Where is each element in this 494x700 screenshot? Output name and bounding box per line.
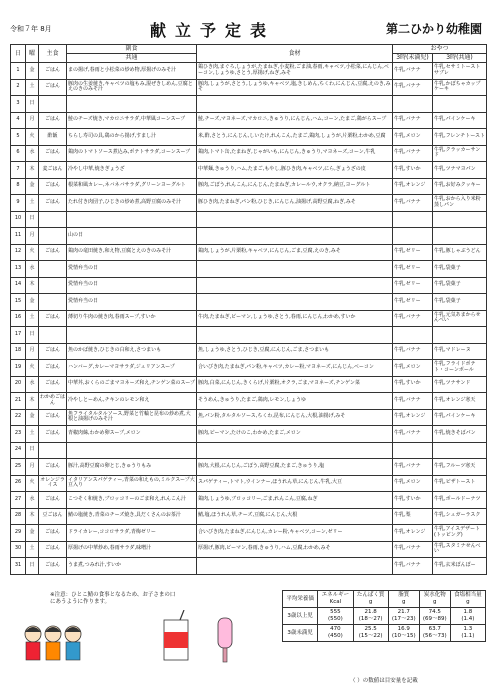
- snack-common-cell: 牛乳,お好みクッキー: [433, 178, 487, 195]
- table-row: [11, 409, 487, 426]
- nut-value: 16.9 (10〜15): [388, 625, 419, 642]
- col-snack-under3: 3時(未満児): [393, 54, 433, 63]
- side-dish-cell: 青椒肉絲,わかめ卵スープ,メロン: [67, 426, 197, 443]
- day-cell: 8: [11, 178, 26, 195]
- snack-under3-cell: 牛乳,バナナ: [393, 459, 433, 476]
- staple-cell: ごはん: [39, 426, 67, 443]
- snack-common-cell: 牛乳,元気あまからせんべい: [433, 310, 487, 327]
- snack-under3-cell: 牛乳,ゼリー: [393, 277, 433, 294]
- snack-common-cell: 牛乳,ツナサンド: [433, 376, 487, 393]
- col-weekday: 曜: [26, 45, 39, 63]
- ingredients-cell: 魚,しょうゆ,さとう,ひじき,豆腐,にんじん,ごま,さつまいも: [197, 343, 393, 360]
- day-cell: 4: [11, 112, 26, 129]
- table-row: [11, 541, 487, 558]
- ingredients-cell: 合いびき肉,たまねぎ,にんじん,カレー粉,キャベツ,コーン,ゼリー: [197, 525, 393, 542]
- staple-cell: ごはん: [39, 492, 67, 509]
- snack-common-cell: 牛乳,スタミナせんべい: [433, 541, 487, 558]
- snack-under3-cell: 牛乳,メロン: [393, 475, 433, 492]
- snack-under3-cell: 牛乳,オレンジ: [393, 178, 433, 195]
- table-row: [11, 393, 487, 410]
- day-cell: 9: [11, 195, 26, 212]
- ingredients-cell: スパゲティー,トマト,ウインナー,ほうれん草,にんじん,牛乳,大豆: [197, 475, 393, 492]
- weekday-cell: 金: [26, 409, 39, 426]
- ingredients-cell: 鯖,塩,ほうれん草,チーズ,豆腐,にんじん,大根: [197, 508, 393, 525]
- side-dish-cell: 根菜和風カレー,ネバネバサラダ,グリーンヨーグルト: [67, 178, 197, 195]
- nut-value: 74.5 (69〜89): [419, 608, 450, 625]
- weekday-cell: 木: [26, 508, 39, 525]
- day-cell: 18: [11, 343, 26, 360]
- day-cell: 26: [11, 475, 26, 492]
- snack-under3-cell: 牛乳,すいか: [393, 492, 433, 509]
- side-dish-cell: [67, 442, 197, 459]
- nut-value: 555 (550): [318, 608, 353, 625]
- table-row: [11, 558, 487, 575]
- ingredients-cell: 牛肉,たまねぎ,ピーマン,しょうゆ,さとう,春雨,にんじん,わかめ,すいか: [197, 310, 393, 327]
- snack-under3-cell: [393, 327, 433, 344]
- nutrition-note: （ ）の数値は目安量を記載: [350, 678, 418, 684]
- nut-value: 21.7 (17〜23): [388, 608, 419, 625]
- side-dish-cell: まの揚げ,春雨と小松菜の炒め物,厚揚げのみそ汁: [67, 63, 197, 80]
- staple-cell: ごはん: [39, 360, 67, 377]
- table-row: [11, 162, 487, 179]
- day-cell: 15: [11, 294, 26, 311]
- table-row: [11, 63, 487, 80]
- table-row: [11, 508, 487, 525]
- staple-cell: [39, 211, 67, 228]
- side-dish-cell: 冷やしとーめん,チキンのレモン和え: [67, 393, 197, 410]
- nut-value: 470 (450): [318, 625, 353, 642]
- snack-common-cell: [433, 442, 487, 459]
- ingredients-cell: 鶏肉,トマト缶,たまねぎ,じゃがいも,にんじん,きゅうり,マヨネーズ,コーン,牛乳: [197, 145, 393, 162]
- day-cell: 6: [11, 145, 26, 162]
- day-cell: 24: [11, 442, 26, 459]
- table-row: [11, 277, 487, 294]
- table-row: [11, 310, 487, 327]
- staple-cell: ごはん: [39, 145, 67, 162]
- staple-cell: 酢飯: [39, 129, 67, 146]
- weekday-cell: 木: [26, 162, 39, 179]
- weekday-cell: 土: [26, 541, 39, 558]
- side-dish-cell: 鯖の塩焼き,青菜のチーズ焼き,具だくさんのお茶汁: [67, 508, 197, 525]
- day-cell: 17: [11, 327, 26, 344]
- snack-under3-cell: 牛乳,バナナ: [393, 145, 433, 162]
- staple-cell: ごはん: [39, 195, 67, 212]
- snack-under3-cell: 牛乳,メロン: [393, 129, 433, 146]
- school-name: 第二ひかり幼稚園: [385, 22, 482, 36]
- table-row: [11, 145, 487, 162]
- page-title: 献立予定表: [150, 21, 276, 40]
- weekday-cell: 月: [26, 459, 39, 476]
- staple-cell: ごはん: [39, 376, 67, 393]
- snack-under3-cell: 牛乳,バナナ: [393, 195, 433, 212]
- footer: [10, 580, 486, 695]
- nut-value: 1.8 (1.4): [450, 608, 485, 625]
- side-dish-cell: [67, 96, 197, 113]
- staple-cell: [39, 277, 67, 294]
- weekday-cell: 火: [26, 475, 39, 492]
- nut-value: 63.7 (56〜73): [419, 625, 450, 642]
- side-dish-cell: 豚汁,高野豆腐の卵とじ,きゅうりもみ: [67, 459, 197, 476]
- ingredients-cell: 米,酢,さとう,にんじん,しいたけ,れんこん,たまご,鶏肉,しょうが,片栗粉,わかめ,豆腐: [197, 129, 393, 146]
- day-cell: 23: [11, 426, 26, 443]
- nut-value: 25.5 (15〜22): [353, 625, 388, 642]
- staple-cell: [39, 228, 67, 245]
- staple-cell: ごはん: [39, 558, 67, 575]
- nut-header: 炭水化物 g: [419, 591, 450, 608]
- nut-header: 平均栄養価: [283, 591, 318, 608]
- side-dish-cell: 冷やし中華,焼きぎょうざ: [67, 162, 197, 179]
- nut-header: 脂質 g: [388, 591, 419, 608]
- weekday-cell: 金: [26, 63, 39, 80]
- snack-under3-cell: 牛乳,オレンジ: [393, 525, 433, 542]
- weekday-cell: 木: [26, 393, 39, 410]
- side-dish-cell: 愛情弁当の日: [67, 277, 197, 294]
- ingredients-cell: [197, 228, 393, 245]
- weekday-cell: 水: [26, 145, 39, 162]
- day-cell: 2: [11, 79, 26, 96]
- staple-cell: ごはん: [39, 63, 67, 80]
- menu-table: [10, 44, 487, 575]
- date: 令和７年 8月: [10, 25, 52, 33]
- snack-common-cell: 牛乳,玄米ぽんぽー: [433, 558, 487, 575]
- weekday-cell: 金: [26, 178, 39, 195]
- staple-cell: ごはん: [39, 343, 67, 360]
- ingredients-cell: 魚,パン粉,タルタルソース,ちくわ,昆布,にんじん,大根,油揚げ,みそ: [197, 409, 393, 426]
- col-side-common: 共通: [67, 54, 197, 63]
- weekday-cell: 火: [26, 360, 39, 377]
- snack-under3-cell: [393, 96, 433, 113]
- side-dish-cell: 中華丼,おくらのごまマヨネーズ和え,チンゲン菜のスープ: [67, 376, 197, 393]
- weekday-cell: 水: [26, 376, 39, 393]
- ingredients-cell: 鮭,チーズ,マヨネーズ,マカロニ,きゅうり,にんじん,ハム,コーン,たまご,鶏がらスープ: [197, 112, 393, 129]
- day-cell: 13: [11, 261, 26, 278]
- side-dish-cell: [67, 211, 197, 228]
- side-dish-cell: 鮭のチーズ焼き,マカロニサラダ,中華風コーンスープ: [67, 112, 197, 129]
- snack-common-cell: 牛乳,フライドポテト・コーンボール: [433, 360, 487, 377]
- day-cell: 28: [11, 508, 26, 525]
- weekday-cell: 水: [26, 261, 39, 278]
- snack-common-cell: [433, 211, 487, 228]
- table-row: [11, 211, 487, 228]
- side-dish-cell: 魚のかば焼き,ひじきの白和え,さつまいも: [67, 343, 197, 360]
- snack-common-cell: 牛乳,焼きそばパン: [433, 426, 487, 443]
- ingredients-cell: [197, 442, 393, 459]
- snack-common-cell: 牛乳,パインケーキ: [433, 112, 487, 129]
- day-cell: 7: [11, 162, 26, 179]
- nutrition-table: [282, 590, 486, 642]
- day-cell: 12: [11, 244, 26, 261]
- staple-cell: 豆ごはん: [39, 508, 67, 525]
- nut-row-label: 3歳以上児: [283, 608, 318, 625]
- staple-cell: ごはん: [39, 525, 67, 542]
- weekday-cell: 土: [26, 426, 39, 443]
- weekday-cell: 日: [26, 327, 39, 344]
- day-cell: 16: [11, 310, 26, 327]
- weekday-cell: 日: [26, 96, 39, 113]
- weekday-cell: 土: [26, 79, 39, 96]
- snack-under3-cell: 牛乳,バナナ: [393, 310, 433, 327]
- weekday-cell: 月: [26, 343, 39, 360]
- snack-under3-cell: 牛乳,すいか: [393, 162, 433, 179]
- col-side: 副食: [67, 45, 197, 54]
- side-dish-cell: 鶏肉の竜田焼き,和え物,豆腐とえのきのみそ汁: [67, 244, 197, 261]
- ingredients-cell: 鶏ひき肉,まぐろ,しょうが,たまねぎ,小麦粉,ごま油,春雨,キャベツ,小松菜,にんじん,ベーコン,しょうゆ,さとう,厚揚げ,ねぎ,みそ: [197, 63, 393, 80]
- snack-under3-cell: 牛乳,バナナ: [393, 63, 433, 80]
- footer-note: ※注意：ひとこ鯖の食事となるため、お子さまの口にあうように作ります。: [50, 592, 176, 605]
- snack-under3-cell: 牛乳,バナナ: [393, 558, 433, 575]
- snack-common-cell: 牛乳,アイスデザート(トッピング): [433, 525, 487, 542]
- table-row: [11, 195, 487, 212]
- day-cell: 19: [11, 360, 26, 377]
- snack-common-cell: 牛乳,ツナマヨパン: [433, 162, 487, 179]
- ingredients-cell: [197, 261, 393, 278]
- snack-common-cell: 牛乳,ポールドーナツ: [433, 492, 487, 509]
- ingredients-cell: [197, 558, 393, 575]
- snack-under3-cell: 牛乳,梨: [393, 508, 433, 525]
- table-row: [11, 525, 487, 542]
- side-dish-cell: こつそく和焼き,ブロッコリーのごま和え,れんこん汁: [67, 492, 197, 509]
- ingredients-cell: 豚肉,しょうが,さとう,しょうゆ,キャベツ,塩,きしめん,ちくわ,にんじん,豆腐,えのき,みそ: [197, 79, 393, 96]
- ingredients-cell: 豚肉,大根,にんじん,ごぼう,高野豆腐,たまご,きゅうり,塩: [197, 459, 393, 476]
- staple-cell: ごはん: [39, 541, 67, 558]
- ingredients-cell: 中華麺,きゅうり,ハム,たまご,もやし,豚ひき肉,キャベツ,にら,ぎょうざの皮: [197, 162, 393, 179]
- weekday-cell: 日: [26, 211, 39, 228]
- staple-cell: 麦ごはん: [39, 162, 67, 179]
- snack-under3-cell: 牛乳,バナナ: [393, 541, 433, 558]
- side-dish-cell: 厚揚げの中華炒め,春雨サラダ,味噌汁: [67, 541, 197, 558]
- table-row: [11, 112, 487, 129]
- snack-common-cell: 牛乳,クラッカーサンド: [433, 145, 487, 162]
- snack-common-cell: 牛乳,袋菓子: [433, 294, 487, 311]
- snack-common-cell: 牛乳,マドレーヌ: [433, 343, 487, 360]
- table-row: [11, 96, 487, 113]
- snack-under3-cell: 牛乳,バナナ: [393, 426, 433, 443]
- popsicle-icon: [210, 616, 240, 666]
- table-row: [11, 244, 487, 261]
- side-dish-cell: ドライカレー,ココロサラダ,青梅ゼリー: [67, 525, 197, 542]
- ingredients-cell: [197, 277, 393, 294]
- side-dish-cell: たれ付き肉団子,ひじきの炒め煮,高野豆腐のみそ汁: [67, 195, 197, 212]
- snack-under3-cell: 牛乳,メロン: [393, 360, 433, 377]
- side-dish-cell: 魚フライタルタルソース,野菜と竹輪と昆布の炒め煮,大根と油揚げのみそ汁: [67, 409, 197, 426]
- day-cell: 5: [11, 129, 26, 146]
- weekday-cell: 土: [26, 310, 39, 327]
- weekday-cell: 土: [26, 195, 39, 212]
- day-cell: 27: [11, 492, 26, 509]
- weekday-cell: 火: [26, 244, 39, 261]
- snack-under3-cell: 牛乳,バナナ: [393, 79, 433, 96]
- nut-header: エネルギー Kcal: [318, 591, 353, 608]
- staple-cell: [39, 327, 67, 344]
- side-dish-cell: [67, 327, 197, 344]
- table-row: [11, 343, 487, 360]
- ingredients-cell: [197, 211, 393, 228]
- snack-common-cell: 牛乳,セサミトーストサブレ: [433, 63, 487, 80]
- day-cell: 14: [11, 277, 26, 294]
- snack-under3-cell: 牛乳,オレンジ: [393, 409, 433, 426]
- snack-common-cell: 牛乳,袋菓子: [433, 261, 487, 278]
- side-dish-cell: ハンバーグ,カレーマヨサラダ,ジュリアンスープ: [67, 360, 197, 377]
- snack-common-cell: 牛乳,おから入り米粉蒸しパン: [433, 195, 487, 212]
- table-row: [11, 261, 487, 278]
- table-row: [11, 129, 487, 146]
- ingredients-cell: そうめん,きゅうり,たまご,鶏肉,レモン,しょうゆ: [197, 393, 393, 410]
- weekday-cell: 日: [26, 558, 39, 575]
- side-dish-cell: 豚肉の生姜焼き,キャベツの塩もみ,混ぜきしめん,豆腐とえのきのみそ汁: [67, 79, 197, 96]
- table-row: [11, 459, 487, 476]
- table-row: [11, 79, 487, 96]
- day-cell: 3: [11, 96, 26, 113]
- snack-common-cell: 牛乳,フルーツ寒天: [433, 459, 487, 476]
- header: [10, 18, 486, 44]
- snack-under3-cell: 牛乳,バナナ: [393, 343, 433, 360]
- weekday-cell: 月: [26, 112, 39, 129]
- ingredients-cell: 合いびき肉,たまねぎ,パン粉,キャベツ,カレー粉,マヨネーズ,にんじん,ベーコン: [197, 360, 393, 377]
- day-cell: 22: [11, 409, 26, 426]
- staple-cell: わかめごはん: [39, 393, 67, 410]
- col-ingredients: 食材: [197, 45, 393, 63]
- ingredients-cell: 豚ひき肉,たまねぎ,パン粉,ひじき,にんじん,油揚げ,高野豆腐,ねぎ,みそ: [197, 195, 393, 212]
- nut-header: たんぱく質 g: [353, 591, 388, 608]
- staple-cell: [39, 294, 67, 311]
- side-dish-cell: 山の日: [67, 228, 197, 245]
- snack-under3-cell: [393, 228, 433, 245]
- day-cell: 25: [11, 459, 26, 476]
- weekday-cell: 火: [26, 129, 39, 146]
- side-dish-cell: 鶏肉のトマトソース煮込み,ポテトサラダ,コーンスープ: [67, 145, 197, 162]
- snack-common-cell: 牛乳,オレンジ寒天: [433, 393, 487, 410]
- staple-cell: ごはん: [39, 244, 67, 261]
- staple-cell: [39, 96, 67, 113]
- table-row: [11, 228, 487, 245]
- ingredients-cell: 豚肉,白菜,にんじん,きくらげ,片栗粉,オクラ,ごま,マヨネーズ,チンゲン菜: [197, 376, 393, 393]
- day-cell: 21: [11, 393, 26, 410]
- ingredients-cell: [197, 327, 393, 344]
- ingredients-cell: 鶏肉,しょうが,片栗粉,キャベツ,にんじん,ごま,豆腐,えのき,みそ: [197, 244, 393, 261]
- weekday-cell: 水: [26, 492, 39, 509]
- nut-header: 食塩相当量 g: [450, 591, 485, 608]
- snack-under3-cell: 牛乳,バナナ: [393, 112, 433, 129]
- table-row: [11, 426, 487, 443]
- side-dish-cell: 愛情弁当の日: [67, 261, 197, 278]
- table-row: [11, 442, 487, 459]
- weekday-cell: 金: [26, 525, 39, 542]
- table-row: [11, 327, 487, 344]
- col-snack-common: 3時(共通): [433, 54, 487, 63]
- snack-under3-cell: 牛乳,ゼリー: [393, 294, 433, 311]
- weekday-cell: 月: [26, 228, 39, 245]
- table-row: [11, 376, 487, 393]
- side-dish-cell: イタリアンスパゲティー,青菜の和えもの,ミルクスープ大豆入り: [67, 475, 197, 492]
- col-snack: おやつ: [393, 45, 487, 54]
- snack-under3-cell: 牛乳,バナナ: [393, 393, 433, 410]
- snack-under3-cell: 牛乳,ゼリー: [393, 261, 433, 278]
- col-day: 日: [11, 45, 26, 63]
- ingredients-cell: 鶏肉,しょうゆ,ブロッコリー,ごま,れんこん,豆腐,ねぎ: [197, 492, 393, 509]
- snack-under3-cell: 牛乳,ゼリー: [393, 244, 433, 261]
- staple-cell: ごはん: [39, 79, 67, 96]
- day-cell: 31: [11, 558, 26, 575]
- snack-common-cell: 牛乳,フレンチトースト: [433, 129, 487, 146]
- snack-common-cell: 牛乳,ピザトースト: [433, 475, 487, 492]
- children-icon: [18, 620, 88, 675]
- staple-cell: ごはん: [39, 310, 67, 327]
- ingredients-cell: [197, 96, 393, 113]
- snack-common-cell: [433, 228, 487, 245]
- side-dish-cell: うま煮,つみれ汁,すいか: [67, 558, 197, 575]
- day-cell: 1: [11, 63, 26, 80]
- table-row: [11, 492, 487, 509]
- snack-common-cell: 牛乳,豚しゃぶうどん: [433, 244, 487, 261]
- day-cell: 29: [11, 525, 26, 542]
- side-dish-cell: 愛情弁当の日: [67, 294, 197, 311]
- ingredients-cell: 厚揚げ,豚肉,ピーマン,春雨,きゅうり,ハム,豆腐,わかめ,みそ: [197, 541, 393, 558]
- staple-cell: ごはん: [39, 459, 67, 476]
- day-cell: 20: [11, 376, 26, 393]
- snack-under3-cell: [393, 442, 433, 459]
- table-row: [11, 178, 487, 195]
- table-row: [11, 475, 487, 492]
- staple-cell: ごはん: [39, 178, 67, 195]
- snack-common-cell: [433, 327, 487, 344]
- snack-common-cell: 牛乳,シュガーラスク: [433, 508, 487, 525]
- table-row: [11, 360, 487, 377]
- ingredients-cell: [197, 294, 393, 311]
- day-cell: 11: [11, 228, 26, 245]
- snack-under3-cell: 牛乳,すいか: [393, 376, 433, 393]
- snack-common-cell: 牛乳,かぼちゃカップケーキ: [433, 79, 487, 96]
- staple-cell: ごはん: [39, 112, 67, 129]
- col-staple: 主食: [39, 45, 67, 63]
- snack-common-cell: 牛乳,パインケーキ: [433, 409, 487, 426]
- staple-cell: [39, 442, 67, 459]
- weekday-cell: 木: [26, 277, 39, 294]
- nut-value: 1.3 (1.1): [450, 625, 485, 642]
- day-cell: 10: [11, 211, 26, 228]
- ingredients-cell: 豚肉,ごぼう,れんこん,にんじん,たまねぎ,カレールウ,オクラ,納豆,ヨーグルト: [197, 178, 393, 195]
- snack-under3-cell: [393, 211, 433, 228]
- weekday-cell: 金: [26, 294, 39, 311]
- side-dish-cell: 薄切り牛肉の焼き肉,春雨スープ,すいか: [67, 310, 197, 327]
- staple-cell: [39, 261, 67, 278]
- weekday-cell: 日: [26, 442, 39, 459]
- snack-common-cell: [433, 96, 487, 113]
- juice-box-icon: [160, 610, 194, 670]
- ingredients-cell: 豚肉,ピーマン,たけのこ,わかめ,たまご,メロン: [197, 426, 393, 443]
- nut-row-label: 3歳未満児: [283, 625, 318, 642]
- nut-value: 21.8 (18〜27): [353, 608, 388, 625]
- side-dish-cell: ちらし寿司の具,鶏のから揚げ,すまし汁: [67, 129, 197, 146]
- snack-common-cell: 牛乳,袋菓子: [433, 277, 487, 294]
- staple-cell: オレンジライス: [39, 475, 67, 492]
- day-cell: 30: [11, 541, 26, 558]
- table-row: [11, 294, 487, 311]
- staple-cell: ごはん: [39, 409, 67, 426]
